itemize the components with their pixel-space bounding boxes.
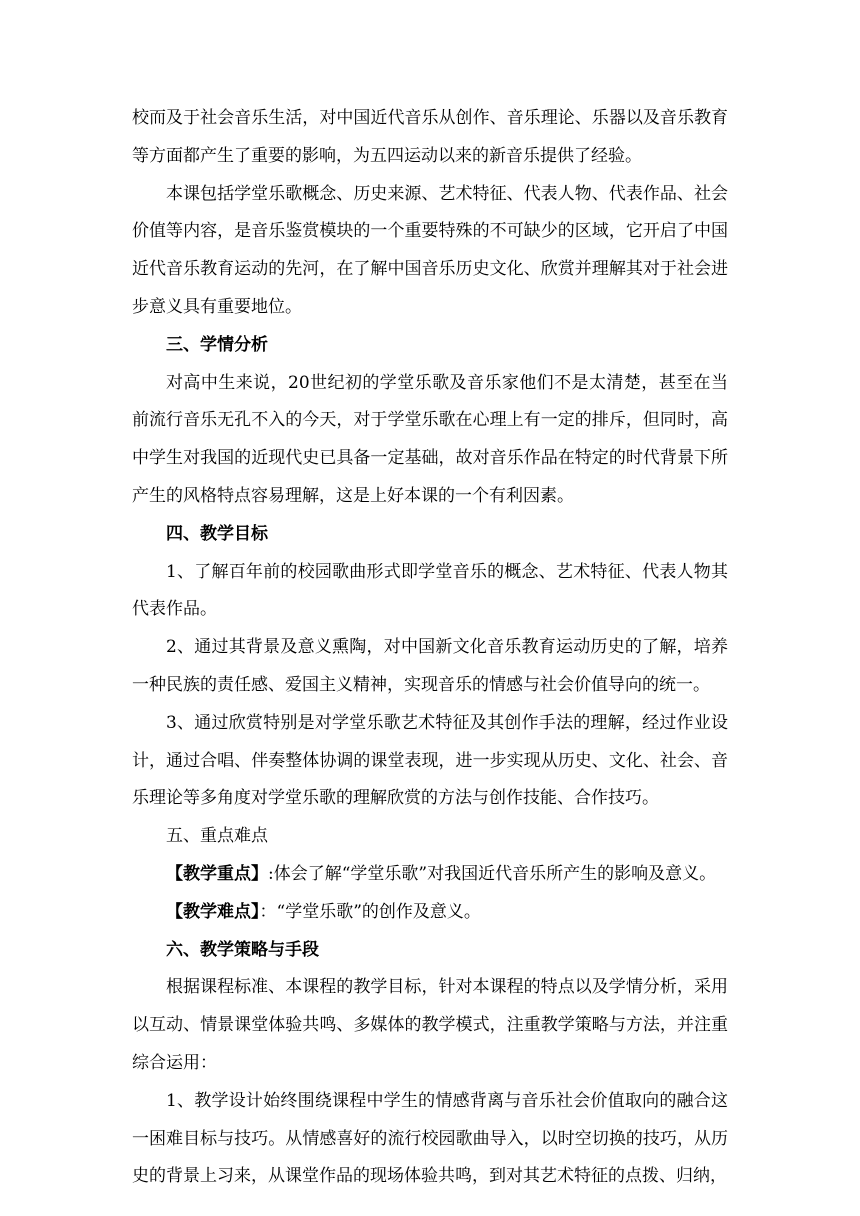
difficulty-line [132, 894, 728, 932]
difficulty-label: 【教学难点】 [166, 901, 260, 922]
key-point-text: :体会了解“学堂乐歌”对我国近代音乐所产生的影响及意义。 [268, 863, 717, 884]
goal-item-3: 3、通过欣赏特别是对学堂乐歌艺术特征及其创作手法的理解，经过作业设计，通过合唱、伴奏整体协调的课堂表现，进一步实现从历史、文化、社会、音乐理论等多角度对学堂乐歌的理解欣赏的方法与创作技能、合作技巧。 [132, 712, 728, 809]
section-heading-teaching-goals: 四、教学目标 [166, 523, 268, 544]
paragraph-learning-analysis: 对高中生来说，20世纪初的学堂乐歌及音乐家他们不是太清楚，甚至在当前流行音乐无孔不入的今天，对于学堂乐歌在心理上有一定的排斥，但同时，高中学生对我国的近现代史已具备一定基础，故对音乐作品在特定的时代背景下所产生的风格特点容易理解，这是上好本课的一个有利因素。 [132, 372, 728, 506]
section-heading-teaching-strategy: 六、教学策略与手段 [166, 939, 319, 960]
strategy-item-1: 1、教学设计始终围绕课程中学生的情感背离与音乐社会价值取向的融合这一困难目标与技巧。从情感喜好的流行校园歌曲导入，以时空切换的技巧，从历史的背景上习来，从课堂作品的现场体验共鸣，到对其艺术特征的点拨、归纳， [132, 1090, 728, 1187]
paragraph-teaching-strategy: 根据课程标准、本课程的教学目标，针对本课程的特点以及学情分析，采用以互动、情景课堂体验共鸣、多媒体的教学模式，注重教学策略与方法，并注重综合运用： [132, 977, 728, 1073]
goal-item-1: 1、了解百年前的校园歌曲形式即学堂音乐的概念、艺术特征、代表人物其代表作品。 [132, 561, 728, 620]
difficulty-text: ：“学堂乐歌”的创作及意义。 [259, 901, 481, 922]
section-heading-key-difficult-points: 五、重点难点 [166, 826, 268, 847]
section-heading-learning-analysis: 三、学情分析 [166, 334, 268, 355]
paragraph-continued: 校而及于社会音乐生活，对中国近代音乐从创作、音乐理论、乐器以及音乐教育等方面都产生了重要的影响，为五四运动以来的新音乐提供了经验。 [132, 108, 728, 166]
goal-item-2: 2、通过其背景及意义熏陶，对中国新文化音乐教育运动历史的了解，培养一种民族的责任感、爱国主义精神，实现音乐的情感与社会价值导向的统一。 [132, 637, 728, 695]
key-point-line [132, 856, 728, 894]
paragraph-course-content: 本课包括学堂乐歌概念、历史来源、艺术特征、代表人物、代表作品、社会价值等内容，是音乐鉴赏模块的一个重要特殊的不可缺少的区域，它开启了中国近代音乐教育运动的先河，在了解中国音乐历史文化、欣赏并理解其对于社会进步意义具有重要地位。 [132, 183, 728, 317]
key-point-label: 【教学重点】 [166, 863, 268, 884]
